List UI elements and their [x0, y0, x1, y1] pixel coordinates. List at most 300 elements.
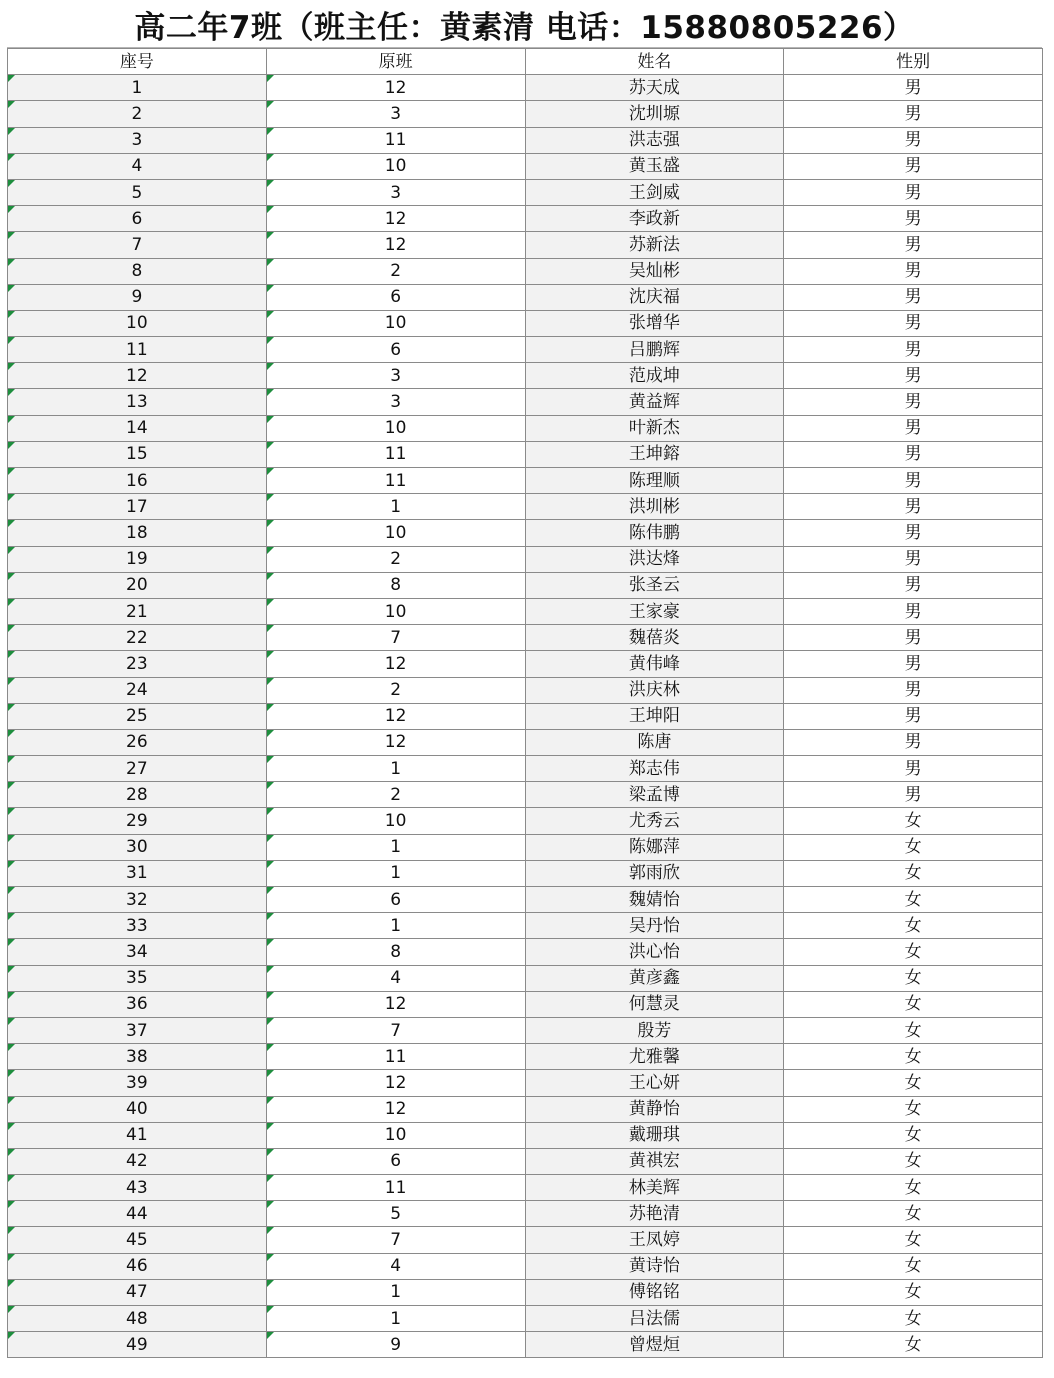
cell-original-class-text: 7 — [390, 627, 402, 648]
cell-original-class[interactable] — [266, 179, 525, 205]
cell-seat[interactable] — [8, 598, 267, 624]
cell-name[interactable] — [525, 598, 784, 624]
cell-name[interactable] — [525, 703, 784, 729]
cell-gender[interactable] — [784, 337, 1043, 363]
cell-original-class[interactable] — [266, 598, 525, 624]
cell-gender[interactable] — [784, 677, 1043, 703]
cell-original-class[interactable] — [266, 153, 525, 179]
cell-gender[interactable] — [784, 127, 1043, 153]
cell-original-class[interactable] — [266, 441, 525, 467]
number-as-text-flag-icon — [267, 180, 274, 187]
header-row — [8, 49, 1043, 75]
cell-original-class[interactable] — [266, 1279, 525, 1305]
table-row — [8, 1227, 1043, 1253]
cell-gender-text: 女 — [904, 1125, 922, 1146]
cell-name[interactable] — [525, 415, 784, 441]
table-row — [8, 572, 1043, 598]
cell-name-text: 黄静怡 — [628, 1099, 680, 1120]
cell-original-class[interactable] — [266, 1148, 525, 1174]
cell-name[interactable] — [525, 1044, 784, 1070]
cell-seat-text: 33 — [126, 915, 148, 936]
cell-name[interactable] — [525, 651, 784, 677]
cell-seat-text: 1 — [131, 77, 143, 98]
cell-seat-text: 5 — [131, 182, 143, 203]
cell-seat-text: 4 — [131, 156, 143, 177]
cell-seat[interactable] — [8, 520, 267, 546]
cell-original-class[interactable] — [266, 1332, 525, 1358]
cell-original-class[interactable] — [266, 1253, 525, 1279]
cell-name-text: 尤雅馨 — [628, 1046, 680, 1067]
header-original-class[interactable]: 原班 — [266, 49, 525, 75]
table-row — [8, 1148, 1043, 1174]
cell-original-class[interactable] — [266, 1201, 525, 1227]
cell-gender[interactable] — [784, 782, 1043, 808]
number-as-text-flag-icon — [8, 1332, 15, 1339]
cell-name[interactable] — [525, 127, 784, 153]
cell-name[interactable] — [525, 101, 784, 127]
cell-gender-text: 女 — [904, 1308, 922, 1329]
table-row — [8, 206, 1043, 232]
cell-original-class[interactable] — [266, 625, 525, 651]
cell-gender[interactable] — [784, 913, 1043, 939]
cell-gender[interactable] — [784, 939, 1043, 965]
cell-gender[interactable] — [784, 546, 1043, 572]
cell-gender-text: 男 — [904, 496, 922, 517]
table-row — [8, 389, 1043, 415]
cell-gender-text: 男 — [904, 392, 922, 413]
table-row — [8, 1044, 1043, 1070]
cell-gender[interactable] — [784, 494, 1043, 520]
cell-gender[interactable] — [784, 1175, 1043, 1201]
cell-original-class[interactable] — [266, 782, 525, 808]
cell-seat[interactable] — [8, 625, 267, 651]
number-as-text-flag-icon — [8, 337, 15, 344]
cell-seat[interactable] — [8, 860, 267, 886]
cell-name-text: 王家豪 — [628, 601, 680, 622]
cell-gender[interactable] — [784, 389, 1043, 415]
cell-original-class[interactable] — [266, 75, 525, 101]
cell-name[interactable] — [525, 1175, 784, 1201]
number-as-text-flag-icon — [8, 416, 15, 423]
cell-gender[interactable] — [784, 965, 1043, 991]
cell-name[interactable] — [525, 808, 784, 834]
cell-gender[interactable] — [784, 572, 1043, 598]
cell-gender[interactable] — [784, 75, 1043, 101]
cell-gender[interactable] — [784, 756, 1043, 782]
cell-name-text: 何慧灵 — [628, 994, 680, 1015]
cell-gender-text: 男 — [904, 418, 922, 439]
cell-seat-text: 9 — [131, 287, 143, 308]
cell-gender-text: 男 — [904, 680, 922, 701]
cell-name[interactable] — [525, 834, 784, 860]
cell-gender[interactable] — [784, 206, 1043, 232]
cell-seat[interactable] — [8, 677, 267, 703]
header-gender[interactable]: 性别 — [784, 49, 1043, 75]
cell-seat[interactable] — [8, 441, 267, 467]
cell-original-class[interactable] — [266, 729, 525, 755]
sheet-title[interactable]: 高二年7班（班主任：黄素清 电话：15880805226） — [7, 6, 1042, 48]
cell-seat[interactable] — [8, 1044, 267, 1070]
number-as-text-flag-icon — [8, 259, 15, 266]
cell-name[interactable] — [525, 1253, 784, 1279]
cell-name[interactable] — [525, 441, 784, 467]
cell-seat[interactable] — [8, 337, 267, 363]
cell-seat[interactable] — [8, 887, 267, 913]
cell-gender-text: 男 — [904, 758, 922, 779]
cell-name[interactable] — [525, 1201, 784, 1227]
cell-original-class[interactable] — [266, 808, 525, 834]
cell-name[interactable] — [525, 468, 784, 494]
cell-seat-text: 36 — [126, 994, 148, 1015]
cell-seat[interactable] — [8, 1017, 267, 1043]
cell-name-text: 黄彦鑫 — [628, 968, 680, 989]
cell-name[interactable] — [525, 572, 784, 598]
cell-original-class[interactable] — [266, 1096, 525, 1122]
cell-seat[interactable] — [8, 1096, 267, 1122]
cell-original-class[interactable] — [266, 756, 525, 782]
cell-name[interactable] — [525, 284, 784, 310]
cell-gender[interactable] — [784, 1044, 1043, 1070]
cell-gender[interactable] — [784, 468, 1043, 494]
cell-name[interactable] — [525, 1279, 784, 1305]
cell-seat[interactable] — [8, 75, 267, 101]
cell-seat[interactable] — [8, 468, 267, 494]
table-row — [8, 1175, 1043, 1201]
cell-gender[interactable] — [784, 860, 1043, 886]
table-row — [8, 468, 1043, 494]
cell-original-class[interactable] — [266, 337, 525, 363]
header-seat[interactable]: 座号 — [8, 49, 267, 75]
cell-gender[interactable] — [784, 625, 1043, 651]
cell-name-text: 陈娜萍 — [628, 837, 680, 858]
cell-name-text: 尤秀云 — [628, 811, 680, 832]
number-as-text-flag-icon — [8, 782, 15, 789]
cell-seat-text: 13 — [126, 392, 148, 413]
cell-gender-text: 男 — [904, 575, 922, 596]
cell-seat[interactable] — [8, 782, 267, 808]
cell-seat-text: 27 — [126, 758, 148, 779]
cell-seat[interactable] — [8, 363, 267, 389]
cell-name[interactable] — [525, 494, 784, 520]
cell-gender[interactable] — [784, 1279, 1043, 1305]
cell-gender[interactable] — [784, 153, 1043, 179]
cell-gender[interactable] — [784, 258, 1043, 284]
cell-original-class[interactable] — [266, 363, 525, 389]
cell-original-class-text: 12 — [384, 994, 407, 1015]
cell-original-class[interactable] — [266, 389, 525, 415]
table-row — [8, 75, 1043, 101]
number-as-text-flag-icon — [8, 285, 15, 292]
table-row — [8, 1306, 1043, 1332]
cell-original-class-text: 3 — [390, 103, 402, 124]
header-name[interactable]: 姓名 — [525, 49, 784, 75]
cell-gender[interactable] — [784, 101, 1043, 127]
cell-gender[interactable] — [784, 1148, 1043, 1174]
cell-seat-text: 44 — [126, 1203, 148, 1224]
cell-original-class[interactable] — [266, 1017, 525, 1043]
cell-name[interactable] — [525, 1096, 784, 1122]
cell-original-class-text: 10 — [384, 156, 407, 177]
cell-seat[interactable] — [8, 1175, 267, 1201]
cell-original-class[interactable] — [266, 546, 525, 572]
cell-gender-text: 女 — [904, 941, 922, 962]
cell-original-class-text: 1 — [390, 1282, 402, 1303]
number-as-text-flag-icon — [267, 651, 274, 658]
cell-original-class[interactable] — [266, 520, 525, 546]
number-as-text-flag-icon — [267, 887, 274, 894]
cell-original-class[interactable] — [266, 494, 525, 520]
cell-gender[interactable] — [784, 179, 1043, 205]
cell-name-text: 魏蓓炎 — [628, 627, 680, 648]
cell-name[interactable] — [525, 153, 784, 179]
cell-original-class[interactable] — [266, 1122, 525, 1148]
cell-seat[interactable] — [8, 546, 267, 572]
cell-original-class[interactable] — [266, 127, 525, 153]
cell-seat[interactable] — [8, 389, 267, 415]
cell-name[interactable] — [525, 1306, 784, 1332]
cell-original-class[interactable] — [266, 1306, 525, 1332]
number-as-text-flag-icon — [8, 468, 15, 475]
number-as-text-flag-icon — [8, 1201, 15, 1208]
cell-name[interactable] — [525, 1070, 784, 1096]
cell-original-class[interactable] — [266, 101, 525, 127]
cell-original-class[interactable] — [266, 284, 525, 310]
cell-seat[interactable] — [8, 206, 267, 232]
cell-original-class-text: 1 — [390, 837, 402, 858]
cell-original-class-text: 8 — [390, 941, 402, 962]
cell-name-text: 黄玉盛 — [628, 156, 680, 177]
cell-name[interactable] — [525, 75, 784, 101]
cell-name[interactable] — [525, 258, 784, 284]
cell-original-class[interactable] — [266, 991, 525, 1017]
cell-name[interactable] — [525, 1227, 784, 1253]
cell-gender-text: 男 — [904, 627, 922, 648]
cell-name[interactable] — [525, 179, 784, 205]
cell-name-text: 吴丹怡 — [628, 915, 680, 936]
number-as-text-flag-icon — [8, 180, 15, 187]
cell-seat[interactable] — [8, 991, 267, 1017]
cell-original-class-text: 12 — [384, 1072, 407, 1093]
cell-name[interactable] — [525, 677, 784, 703]
cell-original-class[interactable] — [266, 887, 525, 913]
cell-gender[interactable] — [784, 415, 1043, 441]
cell-gender[interactable] — [784, 1096, 1043, 1122]
cell-gender[interactable] — [784, 834, 1043, 860]
cell-gender[interactable] — [784, 808, 1043, 834]
table-row — [8, 1096, 1043, 1122]
cell-original-class[interactable] — [266, 965, 525, 991]
cell-seat[interactable] — [8, 1279, 267, 1305]
cell-seat[interactable] — [8, 1201, 267, 1227]
table-row — [8, 756, 1043, 782]
cell-seat[interactable] — [8, 1332, 267, 1358]
cell-original-class[interactable] — [266, 468, 525, 494]
cell-name[interactable] — [525, 232, 784, 258]
cell-name-text: 黄祺宏 — [628, 1151, 680, 1172]
cell-original-class[interactable] — [266, 258, 525, 284]
cell-name[interactable] — [525, 310, 784, 336]
cell-seat[interactable] — [8, 965, 267, 991]
cell-name[interactable] — [525, 1017, 784, 1043]
cell-name[interactable] — [525, 939, 784, 965]
cell-original-class[interactable] — [266, 1044, 525, 1070]
cell-seat-text: 8 — [131, 261, 143, 282]
cell-name[interactable] — [525, 337, 784, 363]
cell-name-text: 黄诗怡 — [628, 1256, 680, 1277]
cell-original-class[interactable] — [266, 651, 525, 677]
cell-original-class-text: 12 — [384, 706, 407, 727]
cell-seat[interactable] — [8, 729, 267, 755]
cell-gender[interactable] — [784, 520, 1043, 546]
cell-seat[interactable] — [8, 651, 267, 677]
cell-original-class[interactable] — [266, 939, 525, 965]
cell-gender[interactable] — [784, 703, 1043, 729]
cell-seat-text: 41 — [126, 1125, 148, 1146]
cell-name[interactable] — [525, 756, 784, 782]
number-as-text-flag-icon — [8, 625, 15, 632]
cell-gender[interactable] — [784, 1306, 1043, 1332]
cell-original-class[interactable] — [266, 206, 525, 232]
cell-seat[interactable] — [8, 913, 267, 939]
number-as-text-flag-icon — [267, 1201, 274, 1208]
cell-seat[interactable] — [8, 127, 267, 153]
cell-original-class-text: 2 — [390, 680, 402, 701]
cell-gender[interactable] — [784, 1253, 1043, 1279]
cell-name[interactable] — [525, 1122, 784, 1148]
cell-gender[interactable] — [784, 310, 1043, 336]
cell-seat[interactable] — [8, 284, 267, 310]
number-as-text-flag-icon — [267, 1254, 274, 1261]
cell-seat-text: 46 — [126, 1256, 148, 1277]
cell-gender[interactable] — [784, 1017, 1043, 1043]
cell-seat[interactable] — [8, 310, 267, 336]
cell-original-class[interactable] — [266, 860, 525, 886]
number-as-text-flag-icon — [8, 1280, 15, 1287]
cell-seat[interactable] — [8, 179, 267, 205]
cell-name-text: 王坤鎔 — [628, 444, 680, 465]
cell-original-class[interactable] — [266, 310, 525, 336]
cell-name[interactable] — [525, 991, 784, 1017]
cell-seat-text: 35 — [126, 968, 148, 989]
cell-seat[interactable] — [8, 939, 267, 965]
cell-gender[interactable] — [784, 1227, 1043, 1253]
cell-gender-text: 男 — [904, 339, 922, 360]
cell-name[interactable] — [525, 965, 784, 991]
cell-name[interactable] — [525, 729, 784, 755]
cell-name-text: 吴灿彬 — [628, 261, 680, 282]
cell-gender[interactable] — [784, 598, 1043, 624]
table-row — [8, 127, 1043, 153]
cell-original-class[interactable] — [266, 415, 525, 441]
number-as-text-flag-icon — [267, 625, 274, 632]
cell-name[interactable] — [525, 913, 784, 939]
number-as-text-flag-icon — [267, 389, 274, 396]
cell-seat[interactable] — [8, 756, 267, 782]
cell-name[interactable] — [525, 860, 784, 886]
cell-original-class[interactable] — [266, 1175, 525, 1201]
cell-seat[interactable] — [8, 1148, 267, 1174]
cell-gender[interactable] — [784, 1201, 1043, 1227]
cell-original-class[interactable] — [266, 1070, 525, 1096]
cell-name[interactable] — [525, 625, 784, 651]
cell-original-class[interactable] — [266, 913, 525, 939]
cell-seat[interactable] — [8, 1227, 267, 1253]
number-as-text-flag-icon — [267, 1044, 274, 1051]
cell-name[interactable] — [525, 887, 784, 913]
number-as-text-flag-icon — [8, 1175, 15, 1182]
cell-gender[interactable] — [784, 232, 1043, 258]
cell-gender[interactable] — [784, 887, 1043, 913]
cell-name-text: 洪志强 — [628, 130, 680, 151]
cell-gender[interactable] — [784, 363, 1043, 389]
cell-seat[interactable] — [8, 834, 267, 860]
cell-gender-text: 男 — [904, 732, 922, 753]
number-as-text-flag-icon — [267, 363, 274, 370]
cell-seat[interactable] — [8, 1306, 267, 1332]
cell-seat[interactable] — [8, 415, 267, 441]
table-row — [8, 703, 1043, 729]
cell-name-text: 陈理顺 — [628, 470, 680, 491]
number-as-text-flag-icon — [8, 128, 15, 135]
cell-seat-text: 19 — [126, 549, 148, 570]
cell-gender[interactable] — [784, 1122, 1043, 1148]
cell-seat[interactable] — [8, 232, 267, 258]
number-as-text-flag-icon — [267, 259, 274, 266]
cell-original-class-text: 2 — [390, 549, 402, 570]
cell-seat-text: 48 — [126, 1308, 148, 1329]
cell-original-class[interactable] — [266, 1227, 525, 1253]
cell-name[interactable] — [525, 782, 784, 808]
cell-name[interactable] — [525, 1332, 784, 1358]
cell-gender[interactable] — [784, 284, 1043, 310]
table-row — [8, 598, 1043, 624]
cell-seat[interactable] — [8, 101, 267, 127]
cell-seat[interactable] — [8, 572, 267, 598]
cell-name-text: 戴珊琪 — [628, 1125, 680, 1146]
cell-name[interactable] — [525, 520, 784, 546]
cell-seat[interactable] — [8, 808, 267, 834]
cell-seat[interactable] — [8, 153, 267, 179]
cell-name[interactable] — [525, 1148, 784, 1174]
cell-original-class[interactable] — [266, 677, 525, 703]
cell-gender[interactable] — [784, 729, 1043, 755]
cell-original-class[interactable] — [266, 834, 525, 860]
cell-original-class[interactable] — [266, 572, 525, 598]
cell-gender[interactable] — [784, 1070, 1043, 1096]
cell-name[interactable] — [525, 206, 784, 232]
cell-gender[interactable] — [784, 651, 1043, 677]
cell-original-class[interactable] — [266, 232, 525, 258]
cell-name[interactable] — [525, 389, 784, 415]
cell-original-class[interactable] — [266, 703, 525, 729]
cell-gender-text: 男 — [904, 182, 922, 203]
cell-seat[interactable] — [8, 1122, 267, 1148]
cell-original-class-text: 12 — [384, 732, 407, 753]
cell-gender-text: 女 — [904, 1020, 922, 1041]
number-as-text-flag-icon — [8, 442, 15, 449]
cell-gender[interactable] — [784, 441, 1043, 467]
number-as-text-flag-icon — [8, 75, 15, 82]
cell-seat[interactable] — [8, 258, 267, 284]
cell-seat[interactable] — [8, 1070, 267, 1096]
cell-gender[interactable] — [784, 991, 1043, 1017]
cell-seat[interactable] — [8, 703, 267, 729]
cell-seat[interactable] — [8, 1253, 267, 1279]
cell-name[interactable] — [525, 363, 784, 389]
cell-name[interactable] — [525, 546, 784, 572]
cell-gender[interactable] — [784, 1332, 1043, 1358]
cell-seat[interactable] — [8, 494, 267, 520]
